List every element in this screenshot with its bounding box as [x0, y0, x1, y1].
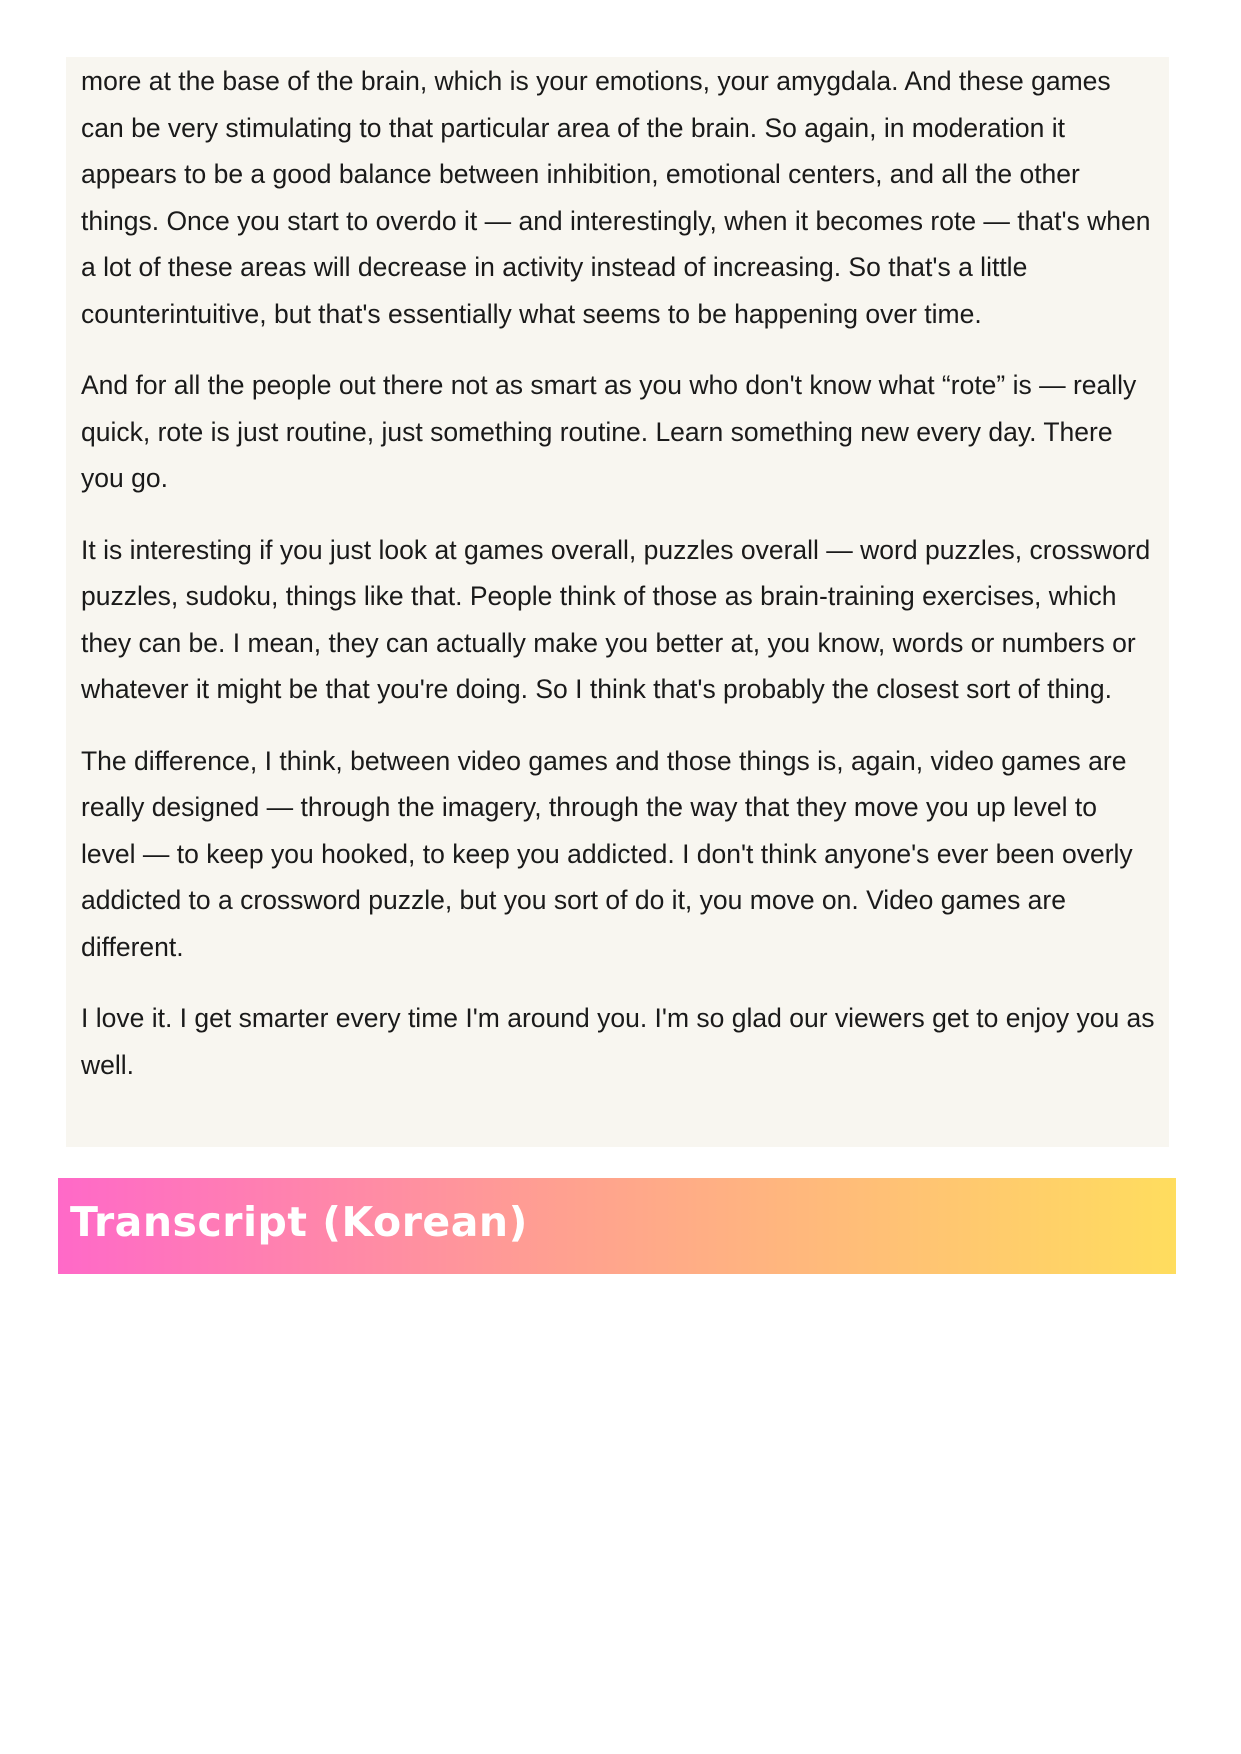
section-header-korean-transcript [58, 1178, 1176, 1274]
transcript-paragraph: The difference, I think, between video games and those things is, again, video games are really designed — through the imagery, through the way that they move you up level to level — to keep you hooked, to keep you addicted. I don't think anyone's ever been overly addicted to a crossword puzzle, but you sort of do it, you move on. Video games are different. [81, 745, 1133, 962]
section-title: Transcript (Korean) [70, 1198, 528, 1246]
transcript-paragraph: It is interesting if you just look at games overall, puzzles overall — word puzzles, crossword puzzles, sudoku, things like that. People think of those as brain-training exercises, which they can be. I mean, they can actually make you better at, you know, words or numbers or whatever it might be that you're doing. So I think that's probably the closest sort of thing. [81, 534, 1151, 704]
transcript-paragraph: I love it. I get smarter every time I'm around you. I'm so glad our viewers get to enjoy you as well. [81, 1003, 1155, 1080]
transcript-box [66, 57, 1169, 1147]
transcript-paragraph: And for all the people out there not as smart as you who don't know what “rote” is — really quick, rote is just routine, just something routine. Learn something new every day. There you go. [81, 370, 1137, 493]
transcript-paragraph: more at the base of the brain, which is your emotions, your amygdala. And these games can be very stimulating to that particular area of the brain. So again, in moderation it appears to be a good balance between inhibition, emotional centers, and all the other things. Once you start to overdo it — and interestingly, when it becomes rote — that's when a lot of these areas will decrease in activity instead of increasing. So that's a little counterintuitive, but that's essentially what seems to be happening over time. [81, 66, 1151, 329]
